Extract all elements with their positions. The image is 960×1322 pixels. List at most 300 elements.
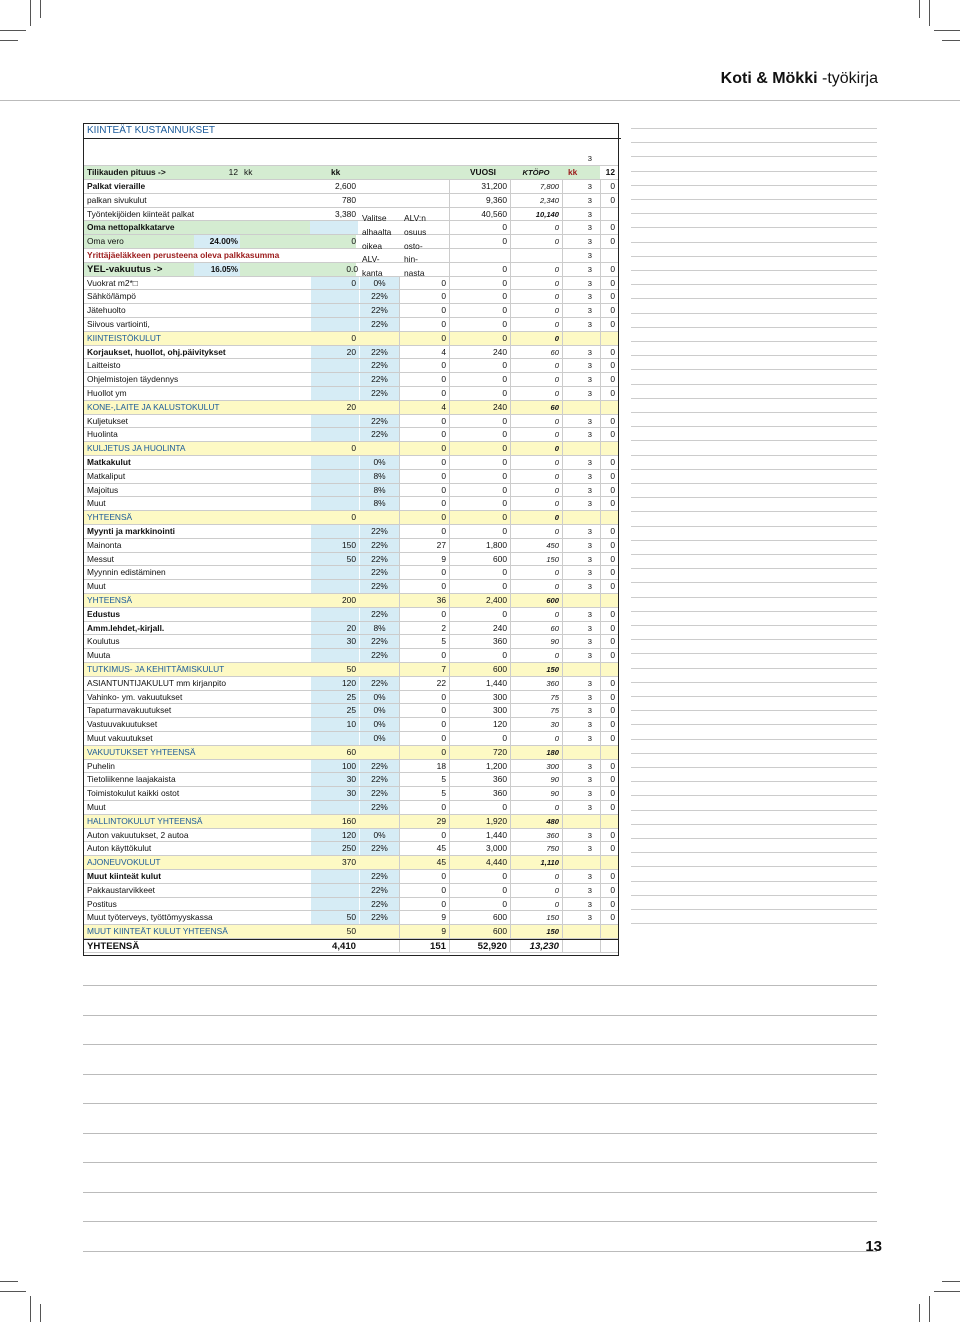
note-line <box>631 653 877 654</box>
note-line <box>631 923 877 924</box>
row-ktopo: 150 <box>510 663 562 676</box>
note-line <box>631 611 877 612</box>
row-vat-rate[interactable]: 22% <box>360 415 399 428</box>
note-line <box>631 469 877 470</box>
row-label: palkan sivukulut <box>87 194 147 205</box>
row-label: Amm.lehdet,-kirjall. <box>87 622 165 633</box>
row-year-total: 240 <box>449 622 510 635</box>
row-flag: 0 <box>600 428 618 441</box>
note-line <box>631 852 877 853</box>
row-monthly-value[interactable]: 250 <box>311 842 359 855</box>
note-line <box>83 985 877 986</box>
note-line <box>631 313 877 314</box>
row-monthly-value[interactable]: 20 <box>311 622 359 635</box>
row-vat-rate[interactable]: 8% <box>360 470 399 483</box>
row-months: 3 <box>562 553 600 566</box>
yel-percent[interactable]: 16.05% <box>194 263 240 276</box>
row-vat-rate[interactable] <box>360 332 399 345</box>
row-label: YHTEENSÄ <box>87 512 133 523</box>
note-line <box>631 142 877 143</box>
row-monthly-value[interactable]: 160 <box>342 815 356 826</box>
row-monthly-value[interactable]: 0 <box>351 443 356 454</box>
cost-row <box>84 208 618 222</box>
row-months: 3 <box>562 456 600 469</box>
row-months: 3 <box>562 194 600 207</box>
row-vat-rate[interactable]: 22% <box>360 884 399 897</box>
row-vat-rate[interactable] <box>360 511 399 524</box>
cost-row <box>84 870 618 884</box>
row-vat-rate[interactable] <box>360 815 399 828</box>
row-monthly-value[interactable] <box>311 290 359 303</box>
note-line <box>83 1133 877 1134</box>
note-line <box>631 185 877 186</box>
cost-row <box>84 732 618 746</box>
cost-row <box>84 221 618 235</box>
row-monthly-value[interactable] <box>311 497 359 510</box>
row-monthly-value[interactable]: 50 <box>346 664 356 674</box>
row-vat-rate[interactable]: 22% <box>360 318 399 331</box>
row-year-total: 600 <box>449 553 510 566</box>
cost-row <box>84 649 618 663</box>
row-flag: 0 <box>600 870 618 883</box>
row-year-total: 0 <box>449 732 510 745</box>
row-monthly-value[interactable] <box>311 415 359 428</box>
row-monthly-value[interactable]: 150 <box>311 539 359 552</box>
cost-row <box>84 539 618 553</box>
row-months: 3 <box>562 359 600 372</box>
row-vat-rate[interactable]: 22% <box>360 870 399 883</box>
row-flag: 0 <box>600 773 618 786</box>
top-number: 3 <box>587 154 592 163</box>
row-monthly-value[interactable] <box>311 387 359 400</box>
row-monthly-value[interactable]: 0 <box>311 277 359 290</box>
total-row <box>84 511 618 525</box>
row-year-total: 0 <box>449 221 510 234</box>
row-monthly-value[interactable] <box>336 249 358 262</box>
row-ktopo: 7,800 <box>510 180 562 193</box>
row-monthly-value[interactable] <box>311 470 359 483</box>
note-line <box>631 455 877 456</box>
row-vat-rate[interactable]: 0% <box>360 704 399 717</box>
row-vat-amount: 2 <box>399 622 449 635</box>
row-monthly-value[interactable] <box>311 359 359 372</box>
row-vat-amount: 0 <box>399 332 449 345</box>
cost-row <box>84 235 618 249</box>
row-vat-rate[interactable]: 8% <box>360 497 399 510</box>
row-year-total: 4,440 <box>449 856 510 869</box>
row-months: 3 <box>562 801 600 814</box>
row-ktopo: 1,110 <box>510 856 562 869</box>
row-year-total: 0 <box>449 318 510 331</box>
row-vat-rate[interactable] <box>360 925 399 938</box>
col-header-fill <box>356 166 449 179</box>
row-flag <box>600 442 618 455</box>
row-months <box>562 746 600 759</box>
row-ktopo: 75 <box>510 704 562 717</box>
row-flag <box>600 815 618 828</box>
row-vat-rate[interactable]: 0% <box>360 277 399 290</box>
row-vat-amount: 7 <box>399 663 449 676</box>
row-months: 3 <box>562 263 600 276</box>
period-row <box>84 166 618 180</box>
row-vat-rate[interactable]: 22% <box>360 608 399 621</box>
row-vat-rate[interactable]: 22% <box>360 801 399 814</box>
row-monthly-value[interactable] <box>310 221 358 234</box>
row-vat-rate[interactable] <box>360 856 399 869</box>
row-vat-rate[interactable]: 22% <box>360 787 399 800</box>
row-ktopo: 360 <box>510 677 562 690</box>
row-vat-rate[interactable]: 8% <box>360 622 399 635</box>
note-line <box>631 426 877 427</box>
row-monthly-value[interactable]: 2,600 <box>335 181 356 191</box>
row-vat-rate[interactable] <box>360 746 399 759</box>
cost-row <box>84 194 618 208</box>
row-ktopo: 75 <box>510 691 562 704</box>
note-line <box>631 284 877 285</box>
crop-mark <box>30 0 31 26</box>
row-vat-rate[interactable]: 22% <box>360 773 399 786</box>
cost-row <box>84 359 618 373</box>
cost-row <box>84 718 618 732</box>
row-flag: 0 <box>600 180 618 193</box>
row-monthly-value[interactable] <box>311 732 359 745</box>
row-months: 3 <box>562 346 600 359</box>
row-label: Tapaturmavakuutukset <box>87 705 172 716</box>
row-ktopo: 90 <box>510 773 562 786</box>
row-label: Muut kiinteät kulut <box>87 871 161 881</box>
row-monthly-value[interactable]: 370 <box>342 857 356 868</box>
row-monthly-value[interactable]: 25 <box>311 704 359 717</box>
note-line <box>83 1251 877 1252</box>
period-value-input[interactable]: 12 <box>194 166 240 179</box>
row-monthly-value[interactable]: 120 <box>311 677 359 690</box>
cost-row <box>84 484 618 498</box>
row-ktopo: 0 <box>510 277 562 290</box>
row-months: 3 <box>562 718 600 731</box>
row-ktopo: 0 <box>510 263 562 276</box>
row-monthly-value[interactable]: 200 <box>342 595 356 605</box>
total-row <box>84 746 618 760</box>
row-monthly-value[interactable]: 20 <box>311 346 359 359</box>
row-flag <box>600 511 618 524</box>
row-monthly-value[interactable]: 0 <box>351 512 356 523</box>
col-ktopo-header: KTÖPO <box>510 166 562 179</box>
crop-mark <box>934 1291 960 1292</box>
row-vat-rate[interactable] <box>360 940 399 952</box>
row-vat-rate[interactable] <box>360 594 399 607</box>
row-monthly-value[interactable]: 100 <box>311 760 359 773</box>
row-vat-rate[interactable]: 22% <box>360 304 399 317</box>
row-ktopo: 0 <box>510 580 562 593</box>
row-year-total <box>449 249 510 262</box>
row-label: YHTEENSÄ <box>87 941 140 952</box>
row-year-total: 240 <box>449 346 510 359</box>
row-vat-amount: 0 <box>399 801 449 814</box>
col-kk2-header: kk <box>562 166 600 179</box>
row-monthly-value[interactable]: 120 <box>311 829 359 842</box>
row-vat-rate[interactable]: 0% <box>360 829 399 842</box>
row-flag <box>600 663 618 676</box>
row-flag <box>600 594 618 607</box>
row-monthly-value[interactable] <box>311 580 359 593</box>
note-line <box>631 497 877 498</box>
row-vat-rate[interactable]: 22% <box>360 842 399 855</box>
row-vat-rate[interactable]: 22% <box>360 428 399 441</box>
row-ktopo: 13,230 <box>510 940 562 952</box>
row-ktopo: 300 <box>510 760 562 773</box>
row-flag: 0 <box>600 470 618 483</box>
cost-row <box>84 373 618 387</box>
note-line <box>631 696 877 697</box>
row-vat-rate[interactable]: 22% <box>360 566 399 579</box>
row-months: 3 <box>562 898 600 911</box>
top-number-row <box>84 152 618 166</box>
row-year-total: 0 <box>449 566 510 579</box>
row-flag: 0 <box>600 718 618 731</box>
note-line <box>631 895 877 896</box>
row-vat-rate[interactable]: 22% <box>360 359 399 372</box>
cost-row <box>84 318 618 332</box>
row-vat-rate[interactable]: 22% <box>360 911 399 924</box>
row-flag: 0 <box>600 235 618 248</box>
row-label: Huolinta <box>87 429 118 440</box>
row-monthly-value[interactable]: 30 <box>311 773 359 786</box>
row-flag: 0 <box>600 318 618 331</box>
row-vat-amount: 0 <box>399 497 449 510</box>
row-vat-rate[interactable]: 22% <box>360 373 399 386</box>
crop-mark <box>40 0 41 18</box>
total-row <box>84 815 618 829</box>
row-vat-amount: 5 <box>399 787 449 800</box>
row-vat-rate[interactable]: 22% <box>360 760 399 773</box>
header-title-bold: Koti & Mökki <box>720 70 818 87</box>
row-label: Messut <box>87 553 114 564</box>
total-row <box>84 939 618 953</box>
cost-row <box>84 387 618 401</box>
row-flag: 0 <box>600 635 618 648</box>
note-line <box>631 171 877 172</box>
row-vat-rate[interactable]: 22% <box>360 649 399 662</box>
note-line <box>631 128 877 129</box>
row-monthly-value[interactable] <box>311 525 359 538</box>
row-ktopo: 0 <box>510 428 562 441</box>
row-ktopo: 180 <box>510 746 562 759</box>
row-vat-amount: 151 <box>399 940 449 952</box>
row-vat-rate[interactable] <box>360 663 399 676</box>
total-row <box>84 332 618 346</box>
row-label: Kuljetukset <box>87 415 128 426</box>
row-monthly-value[interactable] <box>311 566 359 579</box>
row-monthly-value[interactable] <box>311 649 359 662</box>
cost-row <box>84 691 618 705</box>
row-year-total: 2,400 <box>449 594 510 607</box>
row-year-total: 0 <box>449 801 510 814</box>
row-label: Muut <box>87 802 106 812</box>
sheet-title: KIINTEÄT KUSTANNUKSET <box>84 124 621 139</box>
alv-line: osuus <box>404 226 427 237</box>
row-year-total: 0 <box>449 497 510 510</box>
row-ktopo: 0 <box>510 870 562 883</box>
row-flag: 0 <box>600 898 618 911</box>
row-monthly-value[interactable] <box>311 608 359 621</box>
row-months: 3 <box>562 649 600 662</box>
row-monthly-value[interactable]: 3,380 <box>335 208 356 219</box>
row-monthly-value[interactable] <box>311 373 359 386</box>
row-year-total: 0 <box>449 235 510 248</box>
row-ktopo: 450 <box>510 539 562 552</box>
row-months: 3 <box>562 760 600 773</box>
cost-row <box>84 553 618 567</box>
row-label: Auton vakuutukset, 2 autoa <box>87 829 189 840</box>
row-months: 3 <box>562 622 600 635</box>
row-vat-rate[interactable]: 22% <box>360 635 399 648</box>
row-monthly-value[interactable] <box>311 484 359 497</box>
row-flag: 0 <box>600 304 618 317</box>
row-monthly-value[interactable]: 50 <box>311 911 359 924</box>
row-months: 3 <box>562 235 600 248</box>
note-line <box>631 369 877 370</box>
row-flag <box>600 332 618 345</box>
note-line <box>631 511 877 512</box>
crop-mark <box>929 1296 930 1322</box>
row-ktopo: 0 <box>510 470 562 483</box>
row-months: 3 <box>562 318 600 331</box>
row-monthly-value[interactable]: 50 <box>346 926 356 937</box>
row-vat-rate[interactable]: 22% <box>360 290 399 303</box>
row-monthly-value[interactable]: 50 <box>311 553 359 566</box>
row-flag: 0 <box>600 277 618 290</box>
row-vat-rate[interactable]: 22% <box>360 677 399 690</box>
note-line <box>83 1221 877 1222</box>
row-ktopo: 30 <box>510 718 562 731</box>
row-monthly-value[interactable]: 0 <box>351 236 356 247</box>
row-vat-amount: 0 <box>399 428 449 441</box>
alv-line: nasta <box>404 268 425 279</box>
row-year-total: 300 <box>449 704 510 717</box>
row-monthly-value[interactable]: 0 <box>351 332 356 343</box>
row-months: 3 <box>562 290 600 303</box>
note-line <box>631 795 877 796</box>
note-line <box>631 398 877 399</box>
row-vat-amount: 0 <box>399 704 449 717</box>
row-months: 3 <box>562 525 600 538</box>
note-line <box>631 156 877 157</box>
row-vat-rate[interactable]: 8% <box>360 484 399 497</box>
row-monthly-value[interactable]: 10 <box>311 718 359 731</box>
row-months: 3 <box>562 732 600 745</box>
cost-row <box>84 677 618 691</box>
row-vat-amount: 0 <box>399 608 449 621</box>
row-label: Muut työterveys, työttömyyskassa <box>87 912 213 923</box>
row-flag: 0 <box>600 263 618 276</box>
row-vat-rate[interactable] <box>360 442 399 455</box>
note-line <box>631 327 877 328</box>
cost-row <box>84 635 618 649</box>
row-label: Huollot ym <box>87 388 127 398</box>
col-year-header: VUOSI <box>449 166 510 179</box>
row-monthly-value[interactable]: 25 <box>311 691 359 704</box>
row-monthly-value[interactable] <box>311 801 359 814</box>
note-line <box>631 682 877 683</box>
row-vat-rate[interactable]: 22% <box>360 898 399 911</box>
alv-line: ALV:n <box>404 213 426 223</box>
row-ktopo: 150 <box>510 553 562 566</box>
row-flag: 0 <box>600 346 618 359</box>
row-vat-rate[interactable]: 22% <box>360 580 399 593</box>
oma-vero-percent[interactable]: 24.00% <box>194 235 240 248</box>
row-vat-rate[interactable] <box>360 401 399 414</box>
row-months: 3 <box>562 208 600 221</box>
cost-row <box>84 566 618 580</box>
row-vat-amount: 0 <box>399 290 449 303</box>
row-months <box>562 940 600 952</box>
row-ktopo: 0 <box>510 332 562 345</box>
row-vat-rate[interactable]: 22% <box>360 525 399 538</box>
crop-mark <box>934 30 960 31</box>
row-vat-amount: 0 <box>399 304 449 317</box>
row-label: Laitteisto <box>87 360 121 371</box>
row-monthly-value[interactable] <box>311 428 359 441</box>
row-monthly-value[interactable]: 20 <box>346 401 356 412</box>
row-monthly-value[interactable]: 780 <box>342 194 356 205</box>
row-vat-rate[interactable]: 22% <box>360 346 399 359</box>
row-monthly-value[interactable]: 30 <box>311 635 359 648</box>
cost-row <box>84 704 618 718</box>
row-year-total: 360 <box>449 787 510 800</box>
row-monthly-value[interactable] <box>311 884 359 897</box>
row-monthly-value[interactable]: 60 <box>346 746 356 757</box>
row-months: 3 <box>562 691 600 704</box>
row-monthly-value[interactable] <box>311 870 359 883</box>
row-vat-rate[interactable]: 0% <box>360 691 399 704</box>
valitse-line: oikea <box>362 240 383 251</box>
row-months: 3 <box>562 277 600 290</box>
cost-row <box>84 304 618 318</box>
row-vat-rate[interactable]: 22% <box>360 553 399 566</box>
row-flag: 0 <box>600 649 618 662</box>
row-monthly-value[interactable]: 30 <box>311 787 359 800</box>
cost-row <box>84 346 618 360</box>
row-vat-rate[interactable]: 0% <box>360 718 399 731</box>
row-vat-rate[interactable]: 22% <box>360 539 399 552</box>
row-monthly-value[interactable] <box>311 898 359 911</box>
row-monthly-value[interactable] <box>311 304 359 317</box>
row-vat-amount: 22 <box>399 677 449 690</box>
row-vat-rate[interactable]: 22% <box>360 387 399 400</box>
row-monthly-value[interactable]: 4,410 <box>331 941 356 952</box>
cost-row <box>84 787 618 801</box>
crop-mark <box>919 1304 920 1322</box>
row-label: Puhelin <box>87 760 115 771</box>
row-label: Tietoliikenne laajakaista <box>87 774 176 785</box>
valitse-header <box>362 212 402 281</box>
row-monthly-value[interactable] <box>311 318 359 331</box>
row-flag: 0 <box>600 884 618 897</box>
row-monthly-value[interactable] <box>311 456 359 469</box>
row-label: Muut vakuutukset <box>87 733 153 743</box>
row-vat-rate[interactable]: 0% <box>360 456 399 469</box>
row-flag: 0 <box>600 359 618 372</box>
cost-row <box>84 829 618 843</box>
row-label: Muut <box>87 581 106 592</box>
row-label: Auton käyttökulut <box>87 843 152 854</box>
row-vat-rate[interactable]: 0% <box>360 732 399 745</box>
row-vat-amount: 0 <box>399 442 449 455</box>
alv-line: osto- <box>404 240 423 251</box>
note-line <box>631 242 877 243</box>
row-flag: 0 <box>600 194 618 207</box>
row-label: Palkat vieraille <box>87 181 146 191</box>
